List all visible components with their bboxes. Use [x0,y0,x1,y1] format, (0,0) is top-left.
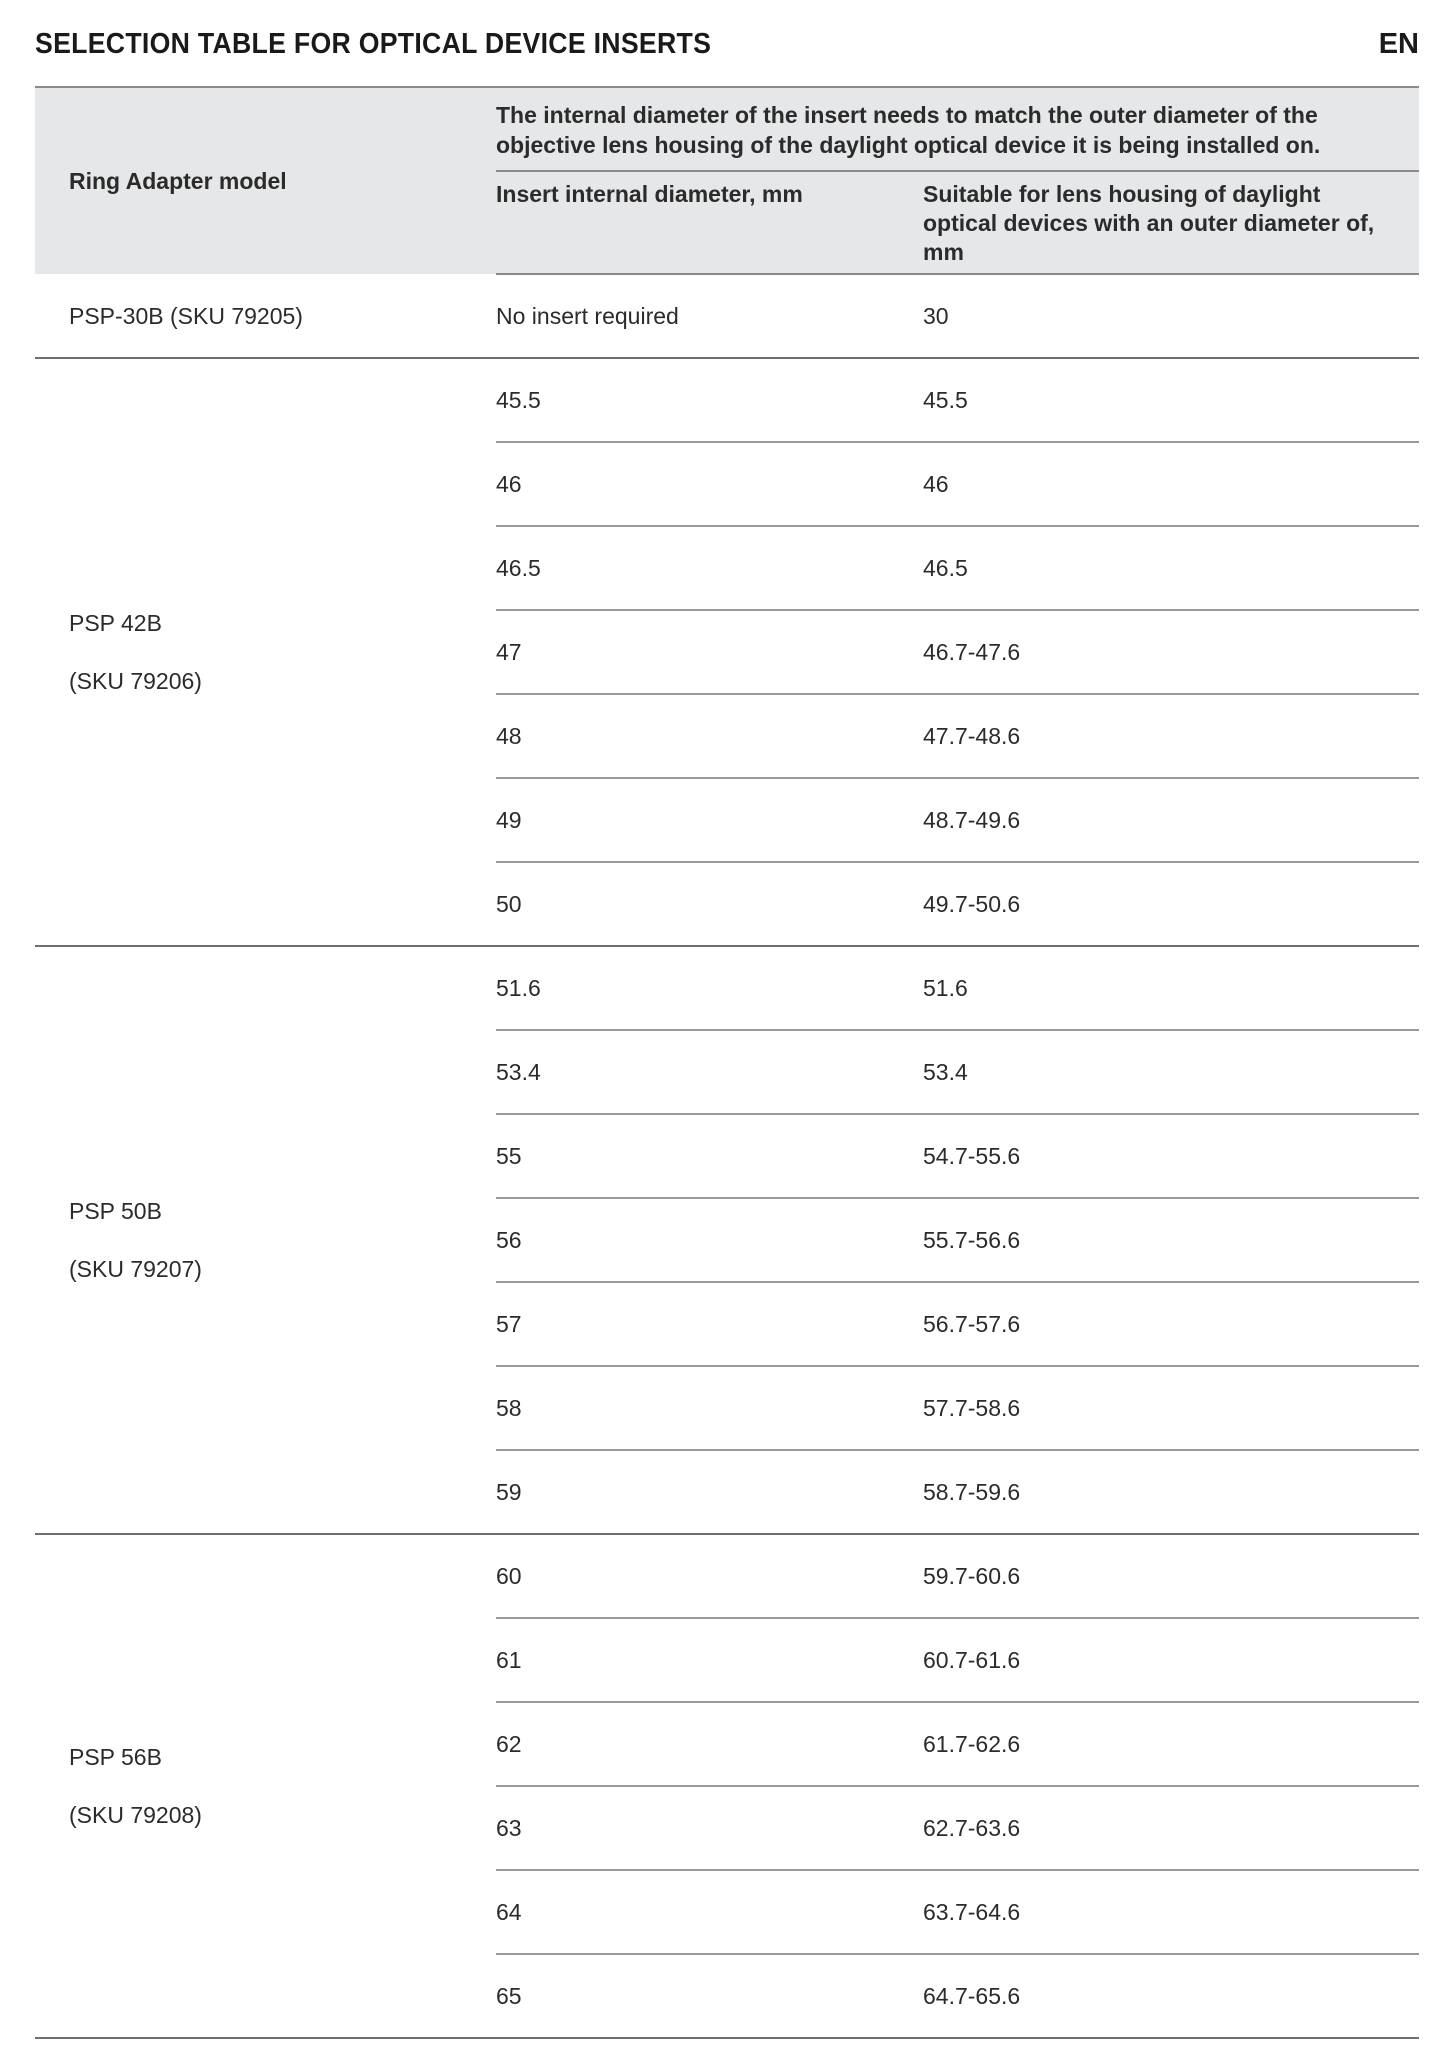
suitable-diameter-cell: 58.7-59.6 [923,1450,1419,1534]
suitable-diameter-cell: 46.7-47.6 [923,610,1419,694]
model-sku: (SKU 79208) [69,1802,202,1828]
insert-selection-table [35,86,1419,2039]
model-name: PSP 50B [69,1198,162,1224]
model-cell [35,946,496,1534]
model-name: PSP-30B (SKU 79205) [69,302,303,329]
table-row [35,946,1419,1030]
header-note: The internal diameter of the insert needs to match the outer diameter of the objective lens housing of the daylight optical device it is being installed on. [496,87,1419,171]
insert-diameter-cell: 57 [496,1282,923,1366]
insert-diameter-cell: 46.5 [496,526,923,610]
model-name: PSP 56B [69,1744,162,1770]
insert-diameter-cell: 60 [496,1534,923,1618]
insert-diameter-cell: 61 [496,1618,923,1702]
insert-diameter-cell: 59 [496,1450,923,1534]
header-suitable-diameter: Suitable for lens housing of daylight optical devices with an outer diameter of, mm [923,171,1419,274]
suitable-diameter-cell: 49.7-50.6 [923,862,1419,946]
model-cell [35,358,496,946]
table-row [35,274,1419,358]
suitable-diameter-cell: 55.7-56.6 [923,1198,1419,1282]
insert-diameter-cell: 45.5 [496,358,923,442]
suitable-diameter-cell: 59.7-60.6 [923,1534,1419,1618]
suitable-diameter-cell: 63.7-64.6 [923,1870,1419,1954]
suitable-diameter-cell: 62.7-63.6 [923,1786,1419,1870]
insert-diameter-cell: 62 [496,1702,923,1786]
insert-diameter-cell: 49 [496,778,923,862]
insert-diameter-cell: 58 [496,1366,923,1450]
suitable-diameter-cell: 51.6 [923,946,1419,1030]
insert-diameter-cell: 53.4 [496,1030,923,1114]
suitable-diameter-cell: 53.4 [923,1030,1419,1114]
insert-diameter-cell: 64 [496,1870,923,1954]
suitable-diameter-cell: 45.5 [923,358,1419,442]
insert-diameter-cell: No insert required [496,274,923,358]
suitable-diameter-cell: 46 [923,442,1419,526]
model-cell [35,1534,496,2038]
suitable-diameter-cell: 56.7-57.6 [923,1282,1419,1366]
insert-diameter-cell: 65 [496,1954,923,2038]
model-cell [35,274,496,358]
suitable-diameter-cell: 47.7-48.6 [923,694,1419,778]
insert-diameter-cell: 51.6 [496,946,923,1030]
page-title: SELECTION TABLE FOR OPTICAL DEVICE INSERTS [35,28,712,60]
insert-diameter-cell: 48 [496,694,923,778]
insert-diameter-cell: 46 [496,442,923,526]
insert-diameter-cell: 56 [496,1198,923,1282]
suitable-diameter-cell: 57.7-58.6 [923,1366,1419,1450]
table-body [35,274,1419,2038]
suitable-diameter-cell: 54.7-55.6 [923,1114,1419,1198]
suitable-diameter-cell: 61.7-62.6 [923,1702,1419,1786]
insert-diameter-cell: 50 [496,862,923,946]
insert-diameter-cell: 63 [496,1786,923,1870]
model-name: PSP 42B [69,610,162,636]
header-model: Ring Adapter model [35,87,496,274]
suitable-diameter-cell: 60.7-61.6 [923,1618,1419,1702]
language-label: EN [1378,28,1419,60]
suitable-diameter-cell: 48.7-49.6 [923,778,1419,862]
insert-diameter-cell: 55 [496,1114,923,1198]
suitable-diameter-cell: 30 [923,274,1419,358]
suitable-diameter-cell: 64.7-65.6 [923,1954,1419,2038]
header-insert-diameter: Insert internal diameter, mm [496,171,923,274]
suitable-diameter-cell: 46.5 [923,526,1419,610]
model-sku: (SKU 79206) [69,668,202,694]
table-row [35,358,1419,442]
insert-diameter-cell: 47 [496,610,923,694]
table-row [35,1534,1419,1618]
model-sku: (SKU 79207) [69,1256,202,1282]
